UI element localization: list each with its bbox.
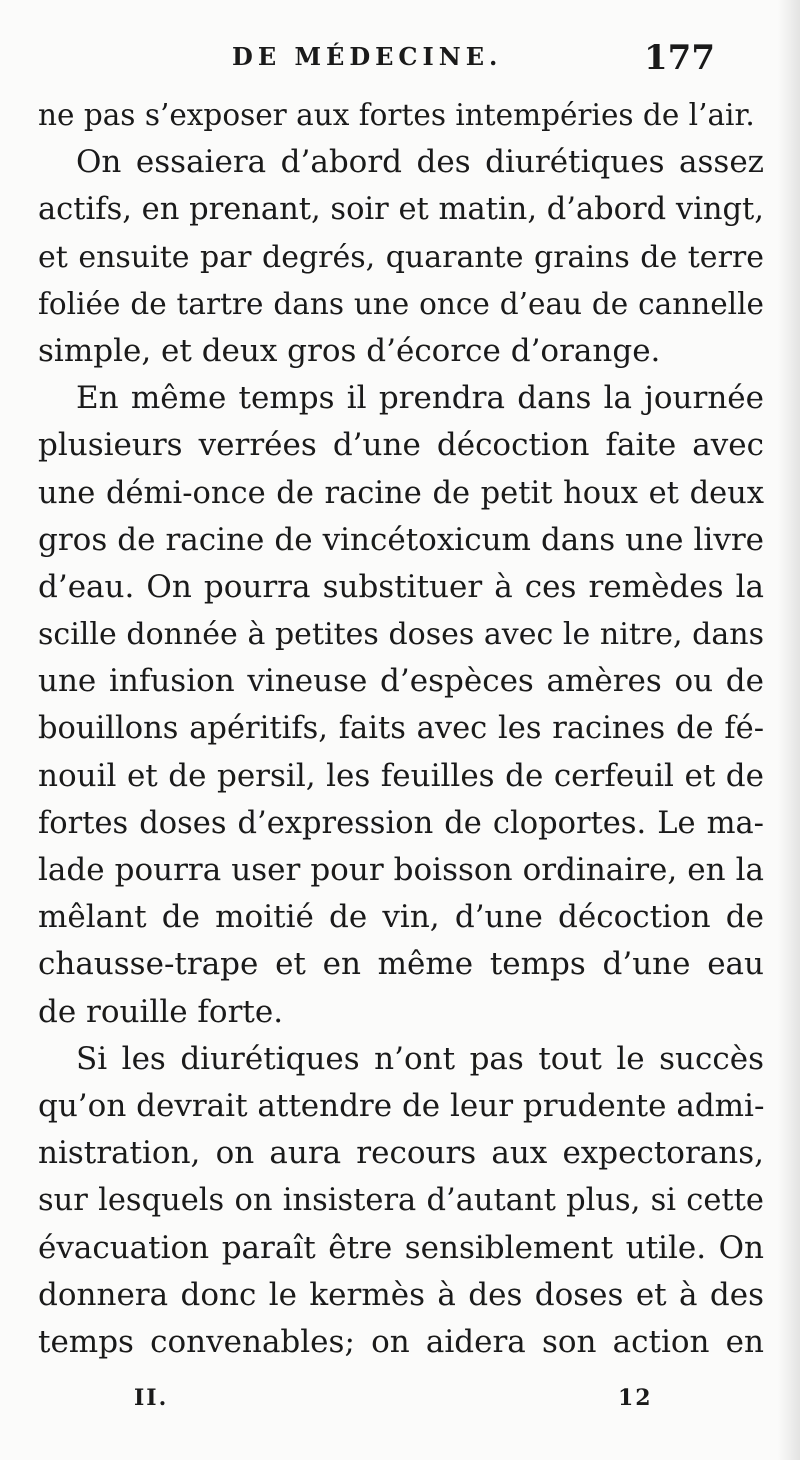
text-line: bouillons apéritifs, faits avec les racines de fé- — [38, 711, 764, 747]
text-line: une infusion vineuse d’espèces amères ou de — [38, 663, 764, 700]
text-line: Si les diurétiques n’ont pas tout le succès — [76, 1040, 764, 1077]
text-line: gros de racine de vincétoxicum dans une livre — [38, 521, 764, 558]
gathering-signature: 12 — [618, 1385, 653, 1411]
text-line: chausse-trape et en même temps d’une eau — [38, 946, 764, 983]
text-line: lade pourra user pour boisson ordinaire, en la — [38, 852, 764, 888]
body-text — [38, 92, 764, 1366]
volume-signature: II. — [134, 1385, 169, 1411]
text-line: une démi-once de racine de petit houx et deux — [38, 475, 764, 511]
text-line: plusieurs verrées d’une décoction faite avec — [38, 427, 764, 464]
page-number: 177 — [644, 38, 715, 78]
text-line: nistration, on aura recours aux expectorans, — [38, 1135, 764, 1172]
text-line: qu’on devrait attendre de leur prudente admi- — [38, 1087, 765, 1124]
text-line: temps convenables; on aidera son action en — [38, 1323, 764, 1360]
text-line: simple, et deux gros d’écorce d’orange. — [38, 332, 661, 369]
running-head — [0, 38, 800, 88]
page-footer — [0, 1385, 800, 1425]
text-line: En même temps il prendra dans la journée — [76, 380, 764, 417]
text-line: évacuation paraît être sensiblement utile. On — [38, 1229, 764, 1266]
text-line: et ensuite par degrés, quarante grains de terre — [38, 239, 764, 275]
text-line: actifs, en prenant, soir et matin, d’abord vingt, — [38, 192, 764, 228]
text-line: scille donnée à petites doses avec le nitre, dans — [38, 617, 764, 653]
text-line: On essaiera d’abord des diurétiques assez — [76, 144, 764, 181]
text-line: ne pas s’exposer aux fortes intempéries de l’air. — [38, 98, 755, 132]
text-line: nouil et de persil, les feuilles de cerfeuil et de — [38, 757, 764, 794]
text-line: d’eau. On pourra substituer à ces remèdes la — [38, 568, 764, 605]
running-head-title: DE MÉDECINE. — [232, 42, 503, 71]
text-line: mêlant de moitié de vin, d’une décoction de — [38, 899, 764, 936]
text-line: foliée de tartre dans une once d’eau de cannelle — [38, 286, 764, 321]
text-line: fortes doses d’expression de cloportes. Le ma- — [38, 805, 764, 841]
page-edge-shadow — [778, 0, 800, 1460]
text-line: de rouille forte. — [38, 993, 284, 1030]
text-line: sur lesquels on insistera d’autant plus, si cette — [38, 1183, 764, 1219]
text-line: donnera donc le kermès à des doses et à des — [38, 1276, 764, 1313]
